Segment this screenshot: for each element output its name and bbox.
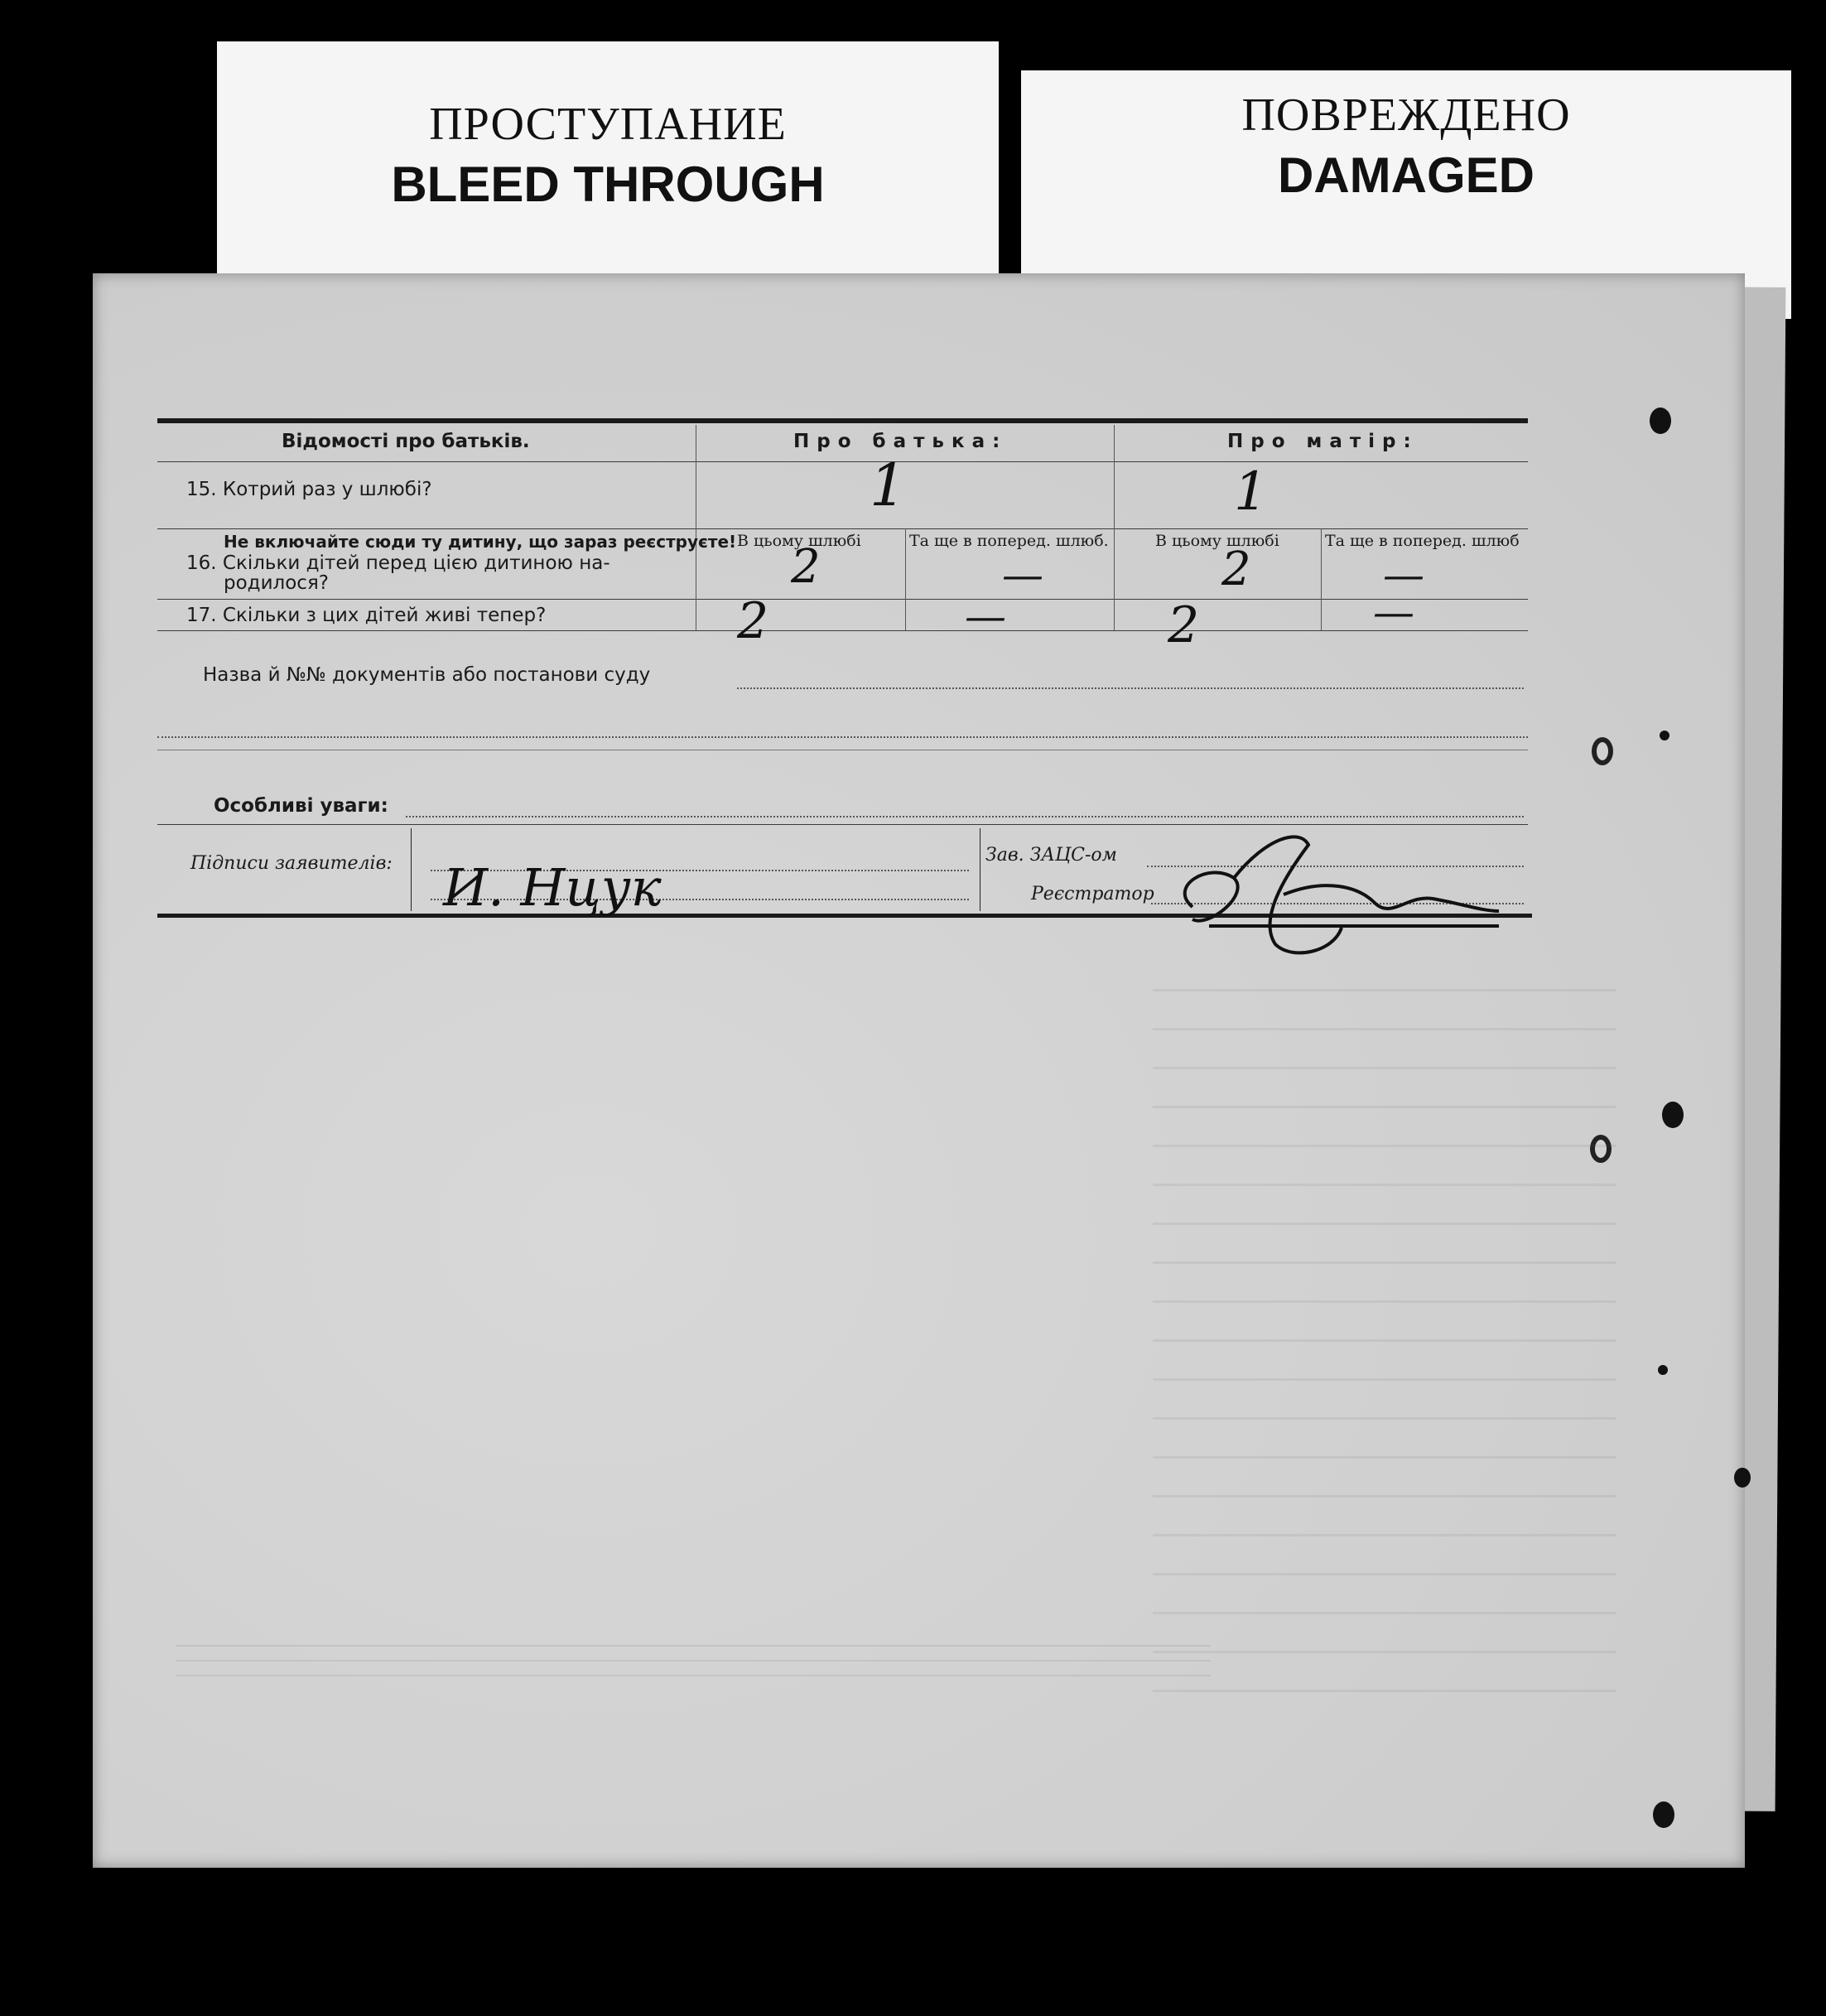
punch-hole: [1658, 1365, 1668, 1375]
question-15: 15. Котрий раз у шлюбі?: [186, 479, 432, 500]
punch-hole: [1734, 1468, 1751, 1488]
bleed-through-label-en: BLEED THROUGH: [391, 157, 825, 212]
question-16-line2: родилося?: [224, 572, 329, 594]
mother-column-heading: Про матір:: [1227, 431, 1419, 452]
registrar-label: Реєстратор: [1031, 884, 1154, 904]
row-rule: [157, 599, 1528, 600]
punch-hole: [1660, 731, 1669, 740]
document-sheet: [93, 273, 1745, 1868]
column-divider: [1321, 528, 1322, 630]
remarks-line: [406, 816, 1524, 817]
row-rule: [157, 528, 1528, 529]
documents-label: Назва й №№ документів або постанови суду: [203, 664, 651, 686]
documents-line: [157, 736, 1528, 738]
subheader-previous-marriage: Та ще в попеpед. шлюб.: [909, 532, 1109, 550]
handwritten-q17-father-current: 2: [737, 592, 769, 650]
bleed-through-smudge: [1153, 953, 1616, 1698]
handwritten-q16-mother-current: 2: [1221, 543, 1251, 596]
documents-line: [737, 687, 1524, 689]
binding-ring: [1592, 737, 1613, 765]
header-rule: [157, 461, 1528, 462]
top-rule: [157, 418, 1528, 423]
handwritten-q17-father-previous: —: [965, 592, 1006, 640]
handwritten-q16-mother-previous: —: [1383, 551, 1424, 599]
subheader-previous-marriage: Та ще в попеpед. шлюб: [1325, 532, 1520, 550]
applicant-signature: И. Нцук: [443, 857, 662, 918]
column-divider: [905, 528, 906, 630]
handwritten-q17-mother-current: 2: [1168, 596, 1200, 654]
column-divider: [1114, 425, 1115, 630]
handwritten-q16-father-current: 2: [791, 540, 821, 594]
damaged-label-en: DAMAGED: [1278, 147, 1535, 203]
row-rule: [157, 630, 1528, 631]
handwritten-q16-father-previous: —: [1002, 551, 1043, 599]
section-heading: Відомості про батьків.: [282, 431, 530, 452]
signatures-label: Підписи заявителів:: [190, 853, 393, 874]
subheader-current-marriage: В цьому шлюбі: [737, 532, 861, 550]
question-16-line1: 16. Скільки дітей перед цією дитиною на-: [186, 552, 610, 574]
punch-hole: [1650, 408, 1671, 434]
registrar-signature: [1159, 828, 1507, 969]
question-16-note: Не включайте сюди ту дитину, що зараз реєструєте!: [224, 532, 737, 552]
handwritten-q17-mother-previous: —: [1373, 588, 1414, 636]
remarks-label: Особливі уваги:: [214, 795, 388, 817]
signature-bracket: [411, 828, 412, 911]
punch-hole: [1662, 1102, 1684, 1128]
bleed-through-label-card: [217, 41, 999, 290]
row-rule: [157, 824, 1528, 825]
question-17: 17. Скільки з цих дітей живі тепер?: [186, 605, 547, 626]
handwritten-q15-mother: 1: [1234, 461, 1268, 523]
father-column-heading: Про батька:: [793, 431, 1008, 452]
handwritten-q15-father: 1: [870, 451, 907, 519]
bleed-through-label-ru: ПРОСТУПАНИЕ: [429, 99, 787, 150]
damaged-label-ru: ПОВРЕЖДЕНО: [1241, 89, 1571, 141]
bleed-through-smudge: [176, 1632, 1211, 1690]
zags-head-label: Зав. ЗАЦС-ом: [985, 845, 1117, 866]
subheader-current-marriage: В цьому шлюбі: [1155, 532, 1279, 550]
punch-hole: [1653, 1801, 1674, 1828]
